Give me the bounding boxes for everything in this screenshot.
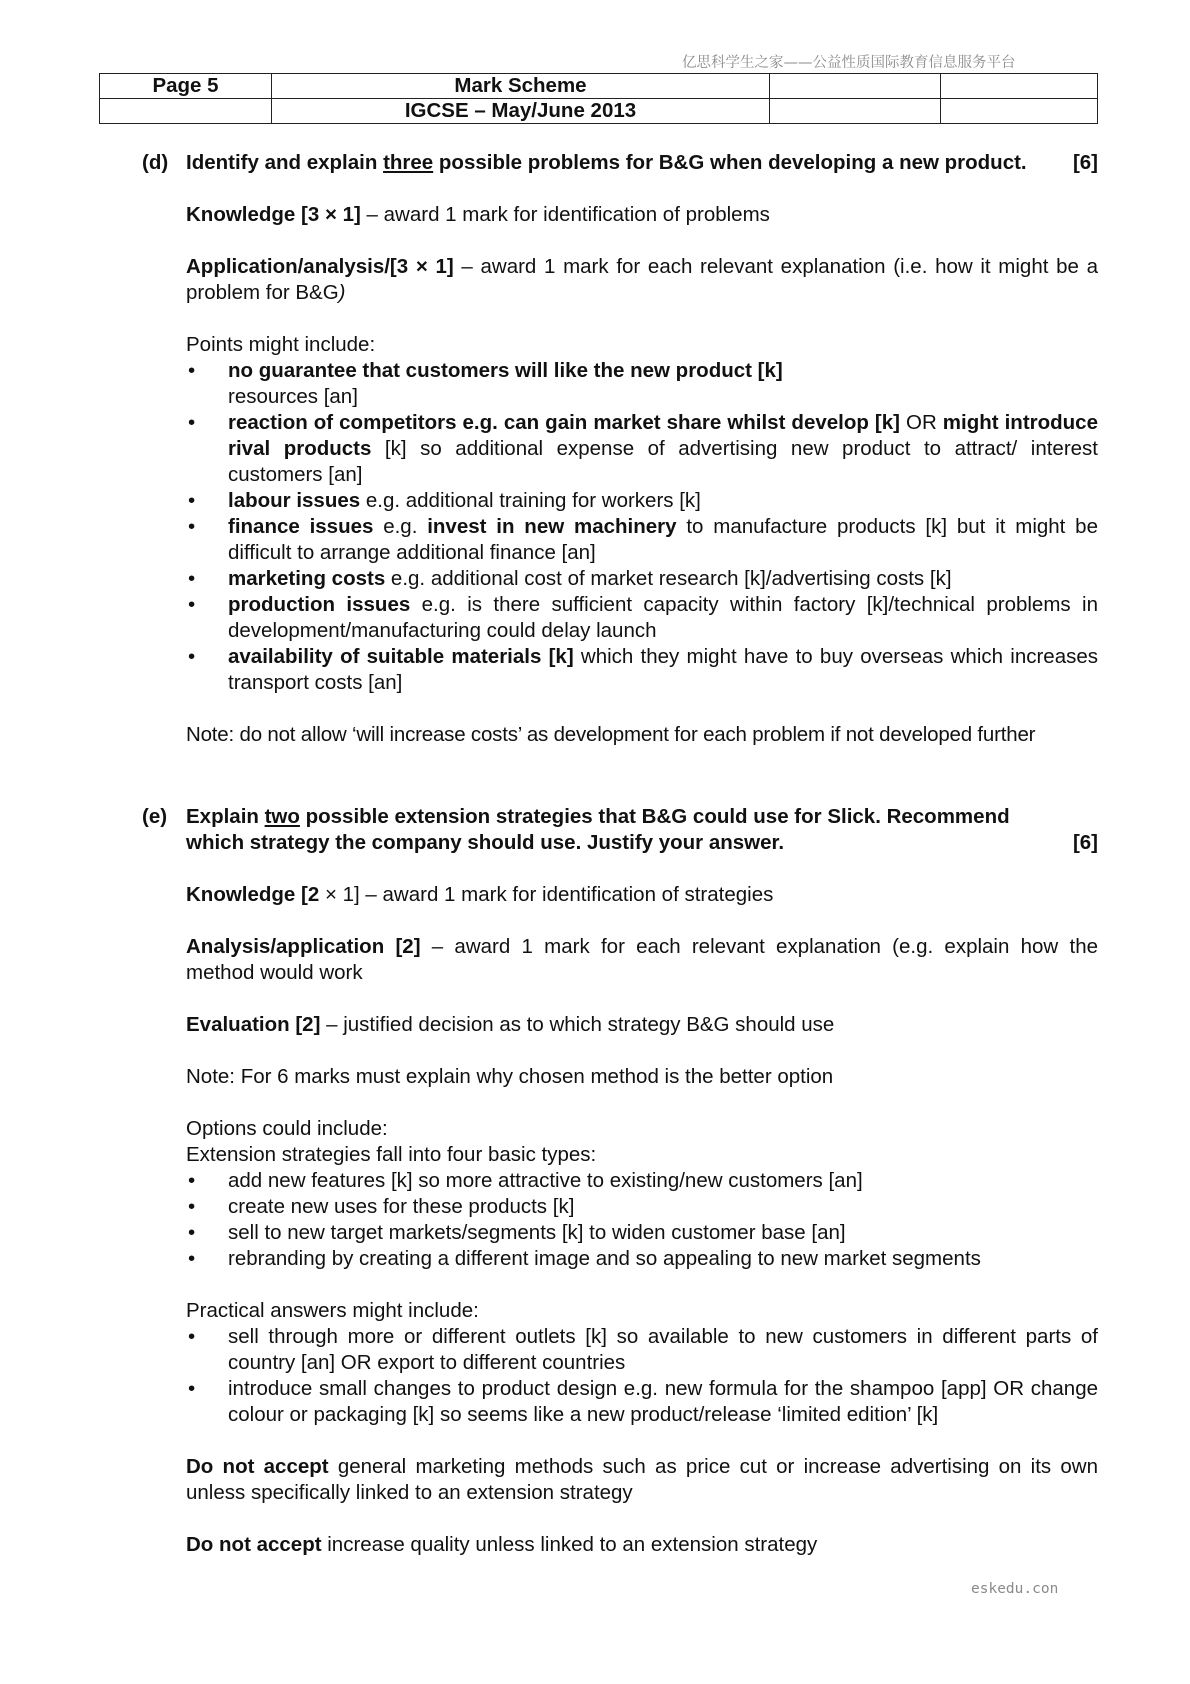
extension-list — [186, 1168, 1098, 1272]
list-item: • production issues e.g. is there sufficient capacity within factory [k]/technical problems in development/manufacturing could delay launch — [188, 593, 1098, 642]
exam-session: IGCSE – May/June 2013 — [272, 99, 770, 124]
watermark-bottom: eskedu.con — [971, 1581, 1059, 1597]
syllabus-cell — [770, 74, 941, 99]
list-item: • rebranding by creating a different image and so appealing to new market segments — [188, 1247, 981, 1270]
header-table — [99, 73, 1098, 124]
list-item: • create new uses for these products [k] — [188, 1195, 575, 1218]
list-item: • finance issues e.g. invest in new machinery to manufacture products [k] but it might be difficult to arrange additional finance [an] — [188, 515, 1098, 564]
evaluation-criteria-e: Evaluation [2] – justified decision as to which strategy B&G should use — [186, 1013, 835, 1036]
paper-cell — [941, 74, 1098, 99]
question-e-text: Explain two possible extension strategies that B&G could use for Slick. Recommend — [186, 805, 1010, 828]
list-item: • labour issues e.g. additional training for workers [k] — [188, 489, 701, 512]
points-list — [186, 358, 1098, 696]
note-e: Note: For 6 marks must explain why chosen method is the better option — [186, 1065, 834, 1088]
question-e-text-line2: which strategy the company should use. Justify your answer. [6] — [186, 831, 1098, 854]
empty-cell — [770, 99, 941, 124]
question-e — [142, 804, 1098, 1558]
list-item: • introduce small changes to product design e.g. new formula for the shampoo [app] OR change colour or packaging [k] so seems like a new product/release ‘limited edition’ [k] — [188, 1377, 1098, 1426]
document-title: Mark Scheme — [272, 74, 770, 99]
question-d-marks: [6] — [1072, 151, 1098, 174]
page-number: Page 5 — [100, 74, 272, 99]
points-intro: Points might include: — [186, 333, 376, 356]
list-item: • availability of suitable materials [k] which they might have to buy overseas which increases transport costs [an] — [188, 645, 1098, 694]
do-not-accept-2: Do not accept increase quality unless linked to an extension strategy — [186, 1533, 818, 1556]
note-d: Note: do not allow ‘will increase costs’ as development for each problem if not developed further — [186, 723, 1036, 746]
list-item: • reaction of competitors e.g. can gain market share whilst develop [k] OR might introduce rival products [k] so additional expense of advertising new product to attract/ interest customers [an] — [188, 411, 1099, 486]
empty-cell — [941, 99, 1098, 124]
watermark-top: 亿思科学生之家——公益性质国际教育信息服务平台 — [682, 55, 1016, 71]
extension-intro: Extension strategies fall into four basic types: — [186, 1143, 597, 1166]
application-criteria: Application/analysis/[3 × 1] – award 1 mark for each relevant explanation (i.e. how it might be a problem for B&G) — [186, 255, 1098, 304]
practical-list — [186, 1324, 1098, 1428]
question-d-label: (d) — [142, 151, 169, 174]
list-item: • marketing costs e.g. additional cost of market research [k]/advertising costs [k] — [188, 567, 952, 590]
options-intro: Options could include: — [186, 1117, 388, 1140]
analysis-criteria-e: Analysis/application [2] – award 1 mark for each relevant explanation (e.g. explain how the method would work — [186, 935, 1098, 984]
empty-cell — [100, 99, 272, 124]
list-item: • add new features [k] so more attractive to existing/new customers [an] — [188, 1169, 863, 1192]
knowledge-criteria-e: Knowledge [2 × 1] – award 1 mark for identification of strategies — [186, 883, 774, 906]
question-e-label: (e) — [142, 805, 168, 828]
do-not-accept-1: Do not accept general marketing methods such as price cut or increase advertising on its own unless specifically linked to an extension strategy — [186, 1455, 1099, 1504]
question-e-marks: [6] — [1072, 831, 1098, 854]
practical-intro: Practical answers might include: — [186, 1299, 479, 1322]
question-d — [142, 150, 1098, 748]
list-item: • sell to new target markets/segments [k] to widen customer base [an] — [188, 1221, 846, 1244]
list-item: • no guarantee that customers will like the new product [k] resources [an] — [188, 359, 783, 408]
list-item: • sell through more or different outlets [k] so available to new customers in different parts of country [an] OR export to different countries — [188, 1325, 1098, 1374]
question-d-text: Identify and explain three possible problems for B&G when developing a new product. [6] — [186, 151, 1098, 174]
knowledge-criteria: Knowledge [3 × 1] – award 1 mark for identification of problems — [186, 203, 770, 226]
